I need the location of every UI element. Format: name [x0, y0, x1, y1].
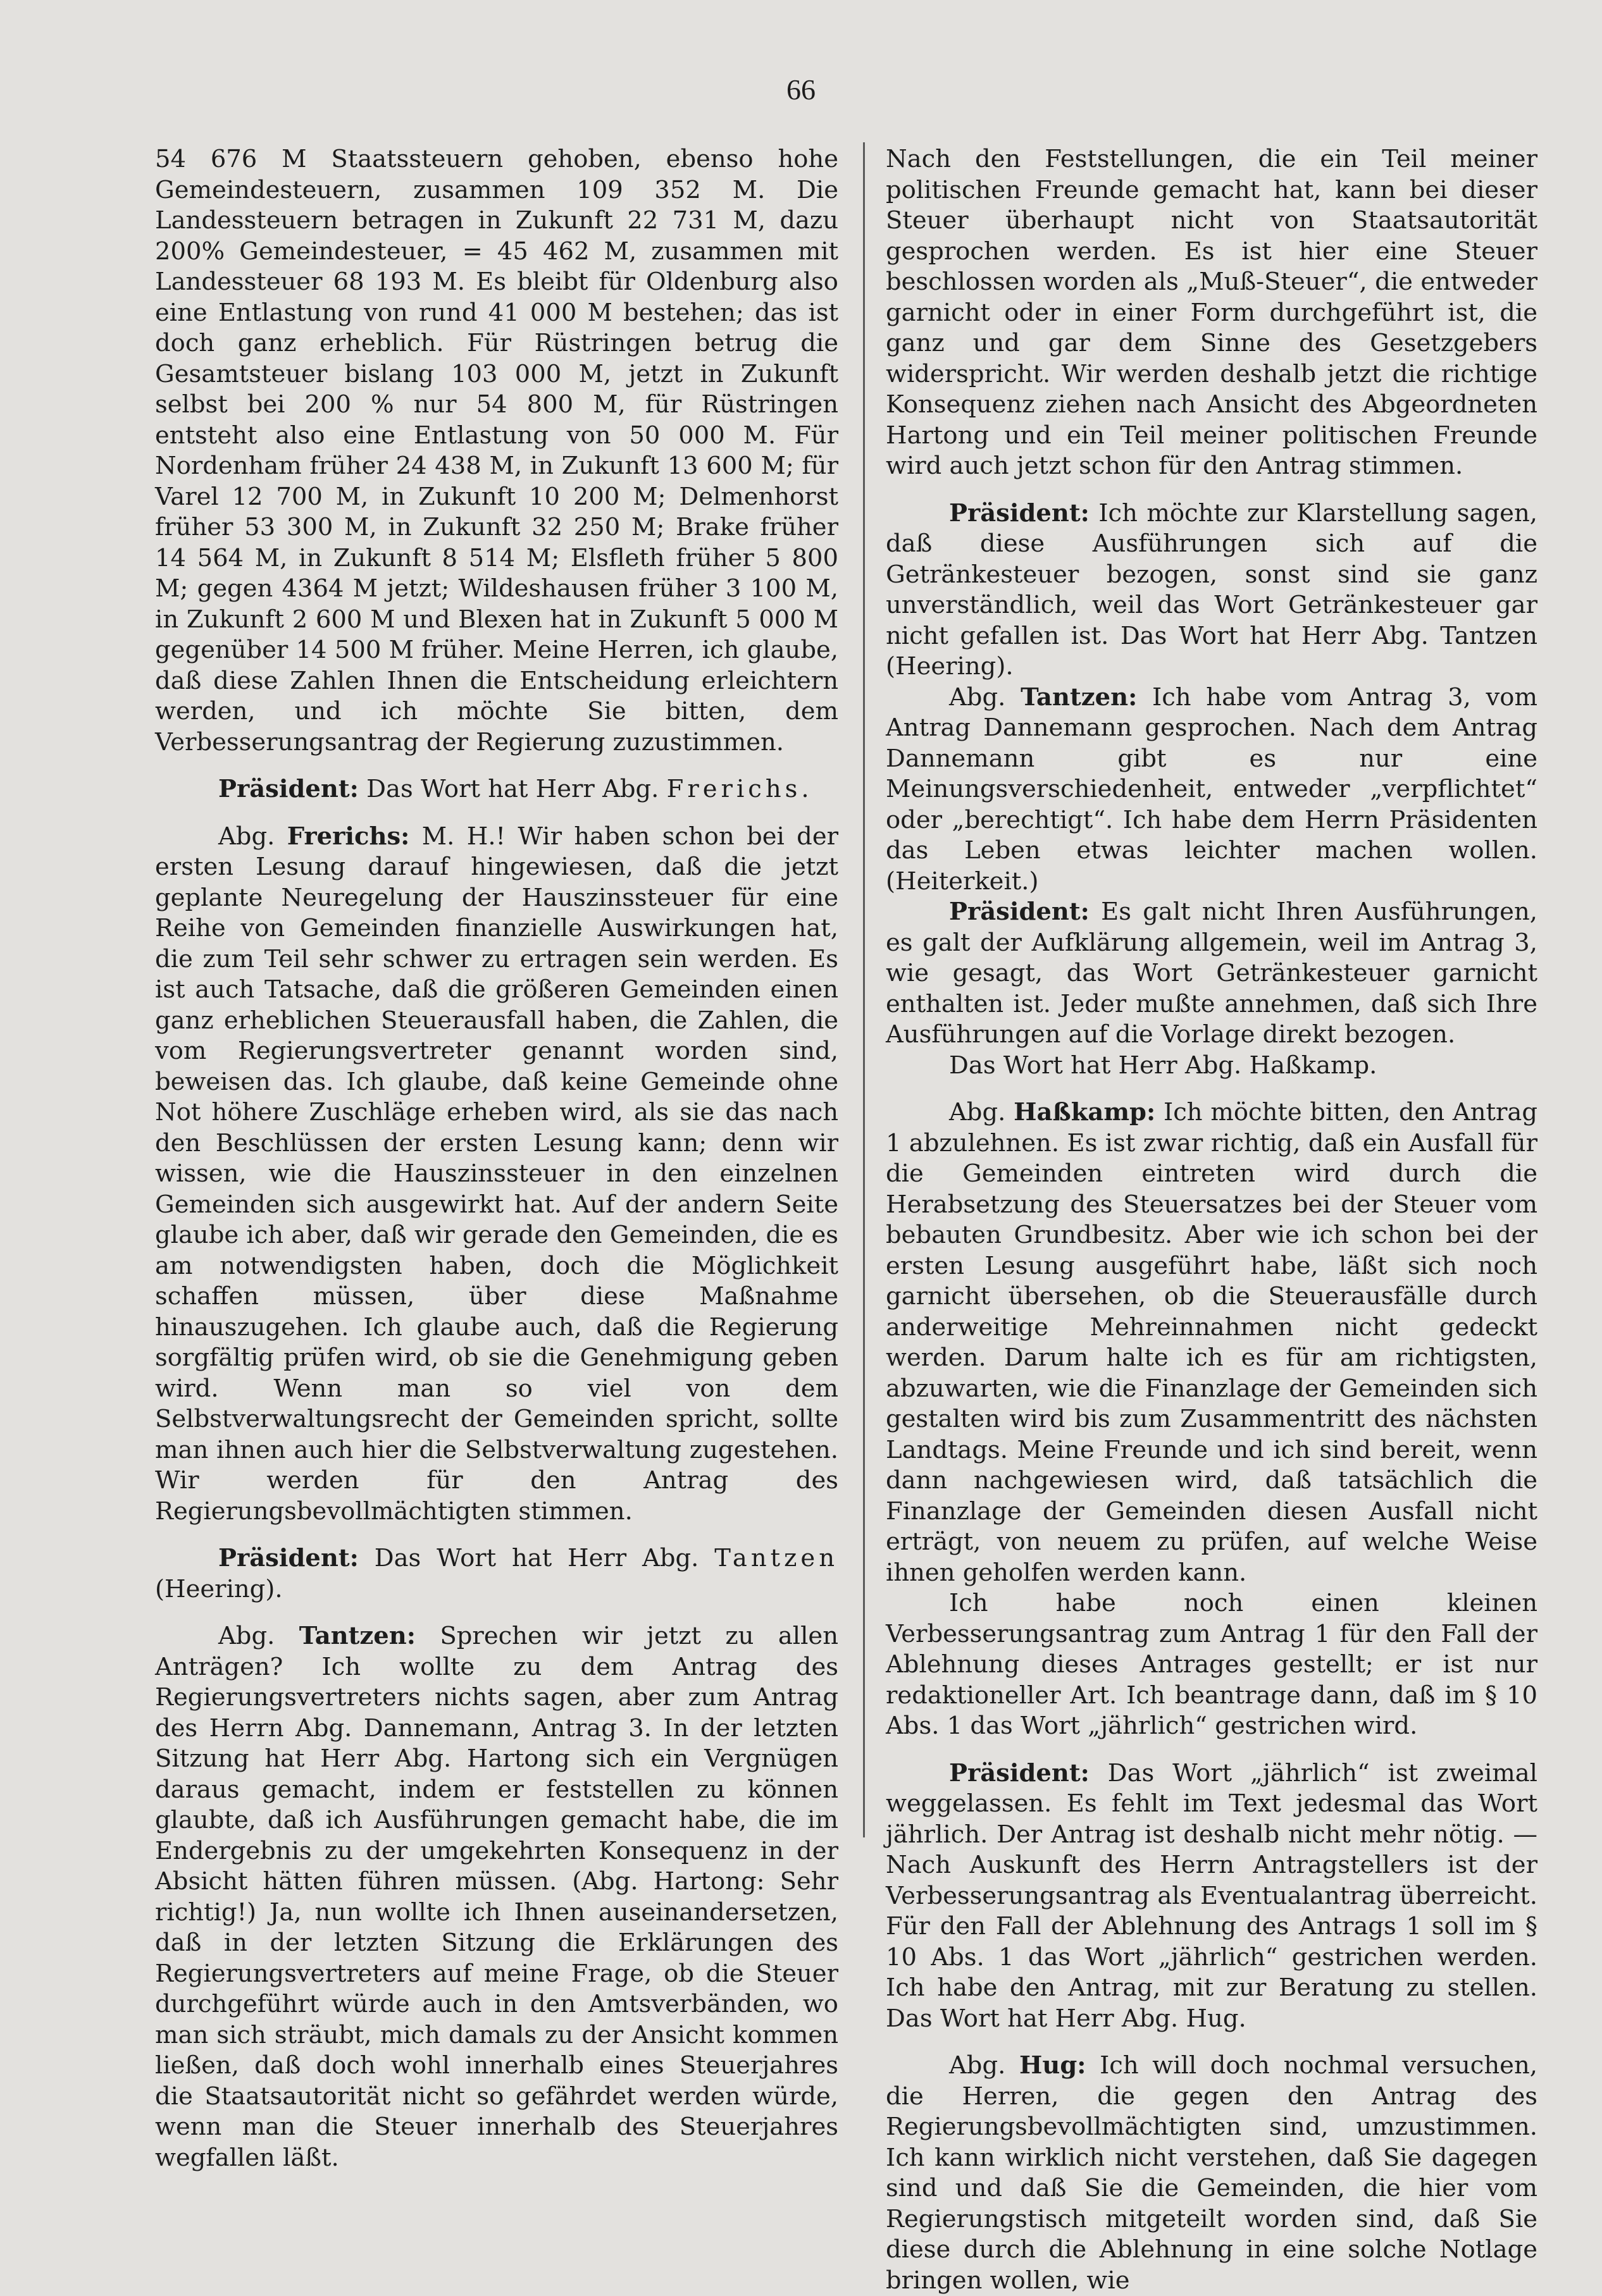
- prefix: Abg.: [218, 822, 275, 851]
- paragraph-text: Sprechen wir jetzt zu allen Anträgen? Ich wollte zu dem Antrag des Regierungsvertreters nichts sagen, aber zum Antrag des Herrn Abg. Dannemann, Antrag 3. In der letzten Sitzung hat Herr Abg. Hartong sich ein Vergnügen daraus gemacht, indem er feststellen zu können glaubte, daß ich Ausführungen gemacht habe, die im Endergebnis zu der umgekehrten Konsequenz in der Absicht hätten führen müssen. (Abg. Hartong: Sehr richtig!) Ja, nun wollte ich Ihnen auseinandersetzen, daß in der letzten Sitzung die Erklärungen des Regierungsvertreters auf meine Frage, ob die Steuer durchgeführt würde auch in den Amtsverbänden, wo man sich sträubt, mich damals zu der Ansicht kommen ließen, daß doch wohl innerhalb eines Steuerjahres die Staatsautorität nicht so gefährdet werden würde, wenn man die Steuer innerhalb des Steuerjahres wegfallen läßt.: [155, 1622, 838, 2172]
- paragraph: [886, 498, 1537, 682]
- paragraph: [886, 897, 1537, 1051]
- paragraph: Ich habe noch einen kleinen Verbesserungsantrag zum Antrag 1 für den Fall der Ablehnung dieses Antrages gestellt; er ist nur redaktioneller Art. Ich beantrage dann, daß im § 10 Abs. 1 das Wort „jährlich“ gestrichen wird.: [886, 1589, 1537, 1740]
- paragraph-text: Das Wort hat Herr Abg.: [374, 1544, 699, 1572]
- speaker-label: Tantzen:: [1021, 682, 1138, 712]
- paragraph: [155, 1543, 838, 1605]
- speaker-label: Präsident:: [949, 498, 1090, 528]
- paragraph: Das Wort hat Herr Abg. Haßkamp.: [949, 1051, 1377, 1080]
- prefix: Abg.: [218, 1622, 275, 1650]
- paragraph: [155, 822, 838, 1528]
- paragraph-text: Ich will doch nochmal versuchen, die Herren, die gegen den Antrag des Regierungsbevollmächtigten sind, umzustimmen. Ich kann wirklich nicht verstehen, daß Sie dagegen sind und daß Sie die Gemeinden, die hier vom Regierungstisch mitgeteilt worden sind, daß Sie diese durch die Ablehnung in eine solche Notlage bringen wollen, wie: [886, 2051, 1537, 2295]
- paragraph-text: Das Wort „jährlich“ ist zweimal weggelassen. Es fehlt im Text jedesmal das Wort jährlich. Der Antrag ist deshalb nicht mehr nötig. — Nach Auskunft des Herrn Antragstellers ist der Verbesserungsantrag als Eventualantrag überreicht. Für den Fall der Ablehnung des Antrags 1 soll im § 10 Abs. 1 das Wort „jährlich“ gestrichen werden. Ich habe den Antrag, mit zur Beratung zu stellen. Das Wort hat Herr Abg. Hug.: [886, 1758, 1537, 2033]
- prefix: Abg.: [949, 2051, 1006, 2080]
- speaker-label: Präsident:: [949, 898, 1090, 926]
- paragraph-text: Es galt nicht Ihren Ausführungen, es galt der Aufklärung allgemein, weil im Antrag 3, wie gesagt, das Wort Getränkesteuer garnicht enthalten ist. Jeder mußte annehmen, daß sich Ihre Ausführungen auf die Vorlage direkt bezogen.: [886, 898, 1537, 1049]
- paragraph-text: Das Wort hat Herr Abg.: [366, 775, 659, 803]
- prefix: Abg.: [949, 1098, 1006, 1126]
- paragraph: [886, 1758, 1537, 2035]
- right-column: [886, 144, 1537, 2296]
- speaker-label: Präsident:: [218, 775, 359, 803]
- paragraph-text: Ich möchte zur Klarstellung sagen, daß diese Ausführungen sich auf die Getränkesteuer bezogen, sonst sind sie ganz unverständlich, weil das Wort Getränkesteuer gar nicht gefallen ist. Das Wort hat Herr Abg. Tantzen (Heering).: [886, 498, 1537, 681]
- speaker-label: Präsident:: [218, 1544, 359, 1572]
- paragraph: Nach den Feststellungen, die ein Teil meiner politischen Freunde gemacht hat, kann bei dieser Steuer überhaupt nicht von Staatsautorität gesprochen werden. Es ist hier eine Steuer beschlossen worden als „Muß-Steuer“, die entweder garnicht oder in einer Form durchgeführt ist, die ganz und gar dem Sinne des Gesetzgebers widerspricht. Wir werden deshalb jetzt die richtige Konsequenz ziehen nach Ansicht des Abgeordneten Hartong und ein Teil meiner politischen Freunde wird auch jetzt schon für den Antrag stimmen.: [886, 145, 1537, 480]
- paragraph: 54 676 M Staatssteuern gehoben, ebenso hohe Gemeindesteuern, zusammen 109 352 M. Die Landessteuern betragen in Zukunft 22 731 M, dazu 200% Gemeindesteuer, = 45 462 M, zusammen mit Landessteuer 68 193 M. Es bleibt für Oldenburg also eine Entlastung von rund 41 000 M bestehen; das ist doch ganz erheblich. Für Rüstringen betrug die Gesamtsteuer bislang 103 000 M, jetzt in Zukunft selbst bei 200 % nur 54 800 M, für Rüstringen entsteht also eine Entlastung von 50 000 M. Für Nordenham früher 24 438 M, in Zukunft 13 600 M; für Varel 12 700 M, in Zukunft 10 200 M; Delmenhorst früher 53 300 M, in Zukunft 32 250 M; Brake früher 14 564 M, in Zukunft 8 514 M; Elsfleth früher 5 800 M; gegen 4364 M jetzt; Wildeshausen früher 3 100 M, in Zukunft 2 600 M und Blexen hat in Zukunft 5 000 M gegenüber 14 500 M früher. Meine Herren, ich glaube, daß diese Zahlen Ihnen die Entscheidung erleichtern werden, und ich möchte Sie bitten, dem Verbesserungsantrag der Regierung zuzustimmen.: [155, 145, 838, 756]
- prefix: Abg.: [949, 682, 1006, 712]
- speaker-label: Tantzen:: [299, 1622, 416, 1650]
- speaker-name: Frerichs.: [666, 775, 813, 803]
- paragraph: [886, 2051, 1537, 2296]
- column-divider: [863, 142, 865, 1837]
- paragraph-text: M. H.! Wir haben schon bei der ersten Lesung darauf hingewiesen, daß die jetzt geplante Neuregelung der Hauszinssteuer für eine Reihe von Gemeinden finanzielle Auswirkungen hat, die zum Teil sehr schwer zu ertragen sein werden. Es ist auch Tatsache, daß die größeren Gemeinden einen ganz erheblichen Steuerausfall haben, die Zahlen, die vom Regierungsvertreter genannt worden sind, beweisen das. Ich glaube, daß keine Gemeinde ohne Not höhere Zuschläge erheben wird, als sie das nach den Beschlüssen der ersten Lesung kann; denn wir wissen, wie die Hauszinssteuer in den einzelnen Gemeinden sich ausgewirkt hat. Auf der andern Seite glaube ich aber, daß wir gerade den Gemeinden, die es am notwendigsten haben, doch die Möglichkeit schaffen müssen, über diese Maßnahme hinauszugehen. Ich glaube auch, daß die Regierung sorgfältig prüfen wird, ob sie die Genehmigung geben wird. Wenn man so viel von dem Selbstverwaltungsrecht der Gemeinden spricht, sollte man ihnen auch hier die Selbstverwaltung zugestehen. Wir werden für den Antrag des Regierungsbevollmächtigten stimmen.: [155, 822, 839, 1526]
- speaker-name: Tantzen: [714, 1544, 838, 1572]
- paragraph: [886, 1097, 1537, 1588]
- speaker-label: Hug:: [1019, 2051, 1086, 2080]
- speaker-suffix: (Heering).: [155, 1574, 283, 1603]
- paragraph: [886, 682, 1537, 898]
- paragraph-text: Ich habe vom Antrag 3, vom Antrag Dannemann gesprochen. Nach dem Antrag Dannemann gibt es nur eine Meinungsverschiedenheit, entweder „verpflichtet“ oder „berechtigt“. Ich habe dem Herrn Präsidenten das Leben etwas leichter machen wollen. (Heiterkeit.): [886, 682, 1537, 896]
- paragraph: [155, 1621, 838, 2173]
- page-number: 66: [786, 73, 816, 106]
- speaker-label: Frerichs:: [287, 822, 410, 851]
- left-column: [155, 144, 838, 2173]
- paragraph: [155, 774, 838, 805]
- speaker-label: Haßkamp:: [1014, 1098, 1156, 1126]
- speaker-label: Präsident:: [949, 1758, 1090, 1787]
- paragraph-text: Ich möchte bitten, den Antrag 1 abzulehnen. Es ist zwar richtig, daß ein Ausfall für die Gemeinden eintreten wird durch die Herabsetzung des Steuersatzes bei der Steuer vom bebauten Grundbesitz. Aber wie ich schon bei der ersten Lesung ausgeführt habe, läßt sich noch garnicht übersehen, ob die Steuerausfälle durch anderweitige Mehreinnahmen nicht gedeckt werden. Darum halte ich es für am richtigsten, abzuwarten, wie die Finanzlage der Gemeinden sich gestalten wird bis zum Zusammentritt des nächsten Landtags. Meine Freunde und ich sind bereit, wenn dann nachgewiesen wird, daß tatsächlich die Finanzlage der Gemeinden diesen Ausfall nicht erträgt, von neuem zu prüfen, auf welche Weise ihnen geholfen werden kann.: [886, 1098, 1537, 1587]
